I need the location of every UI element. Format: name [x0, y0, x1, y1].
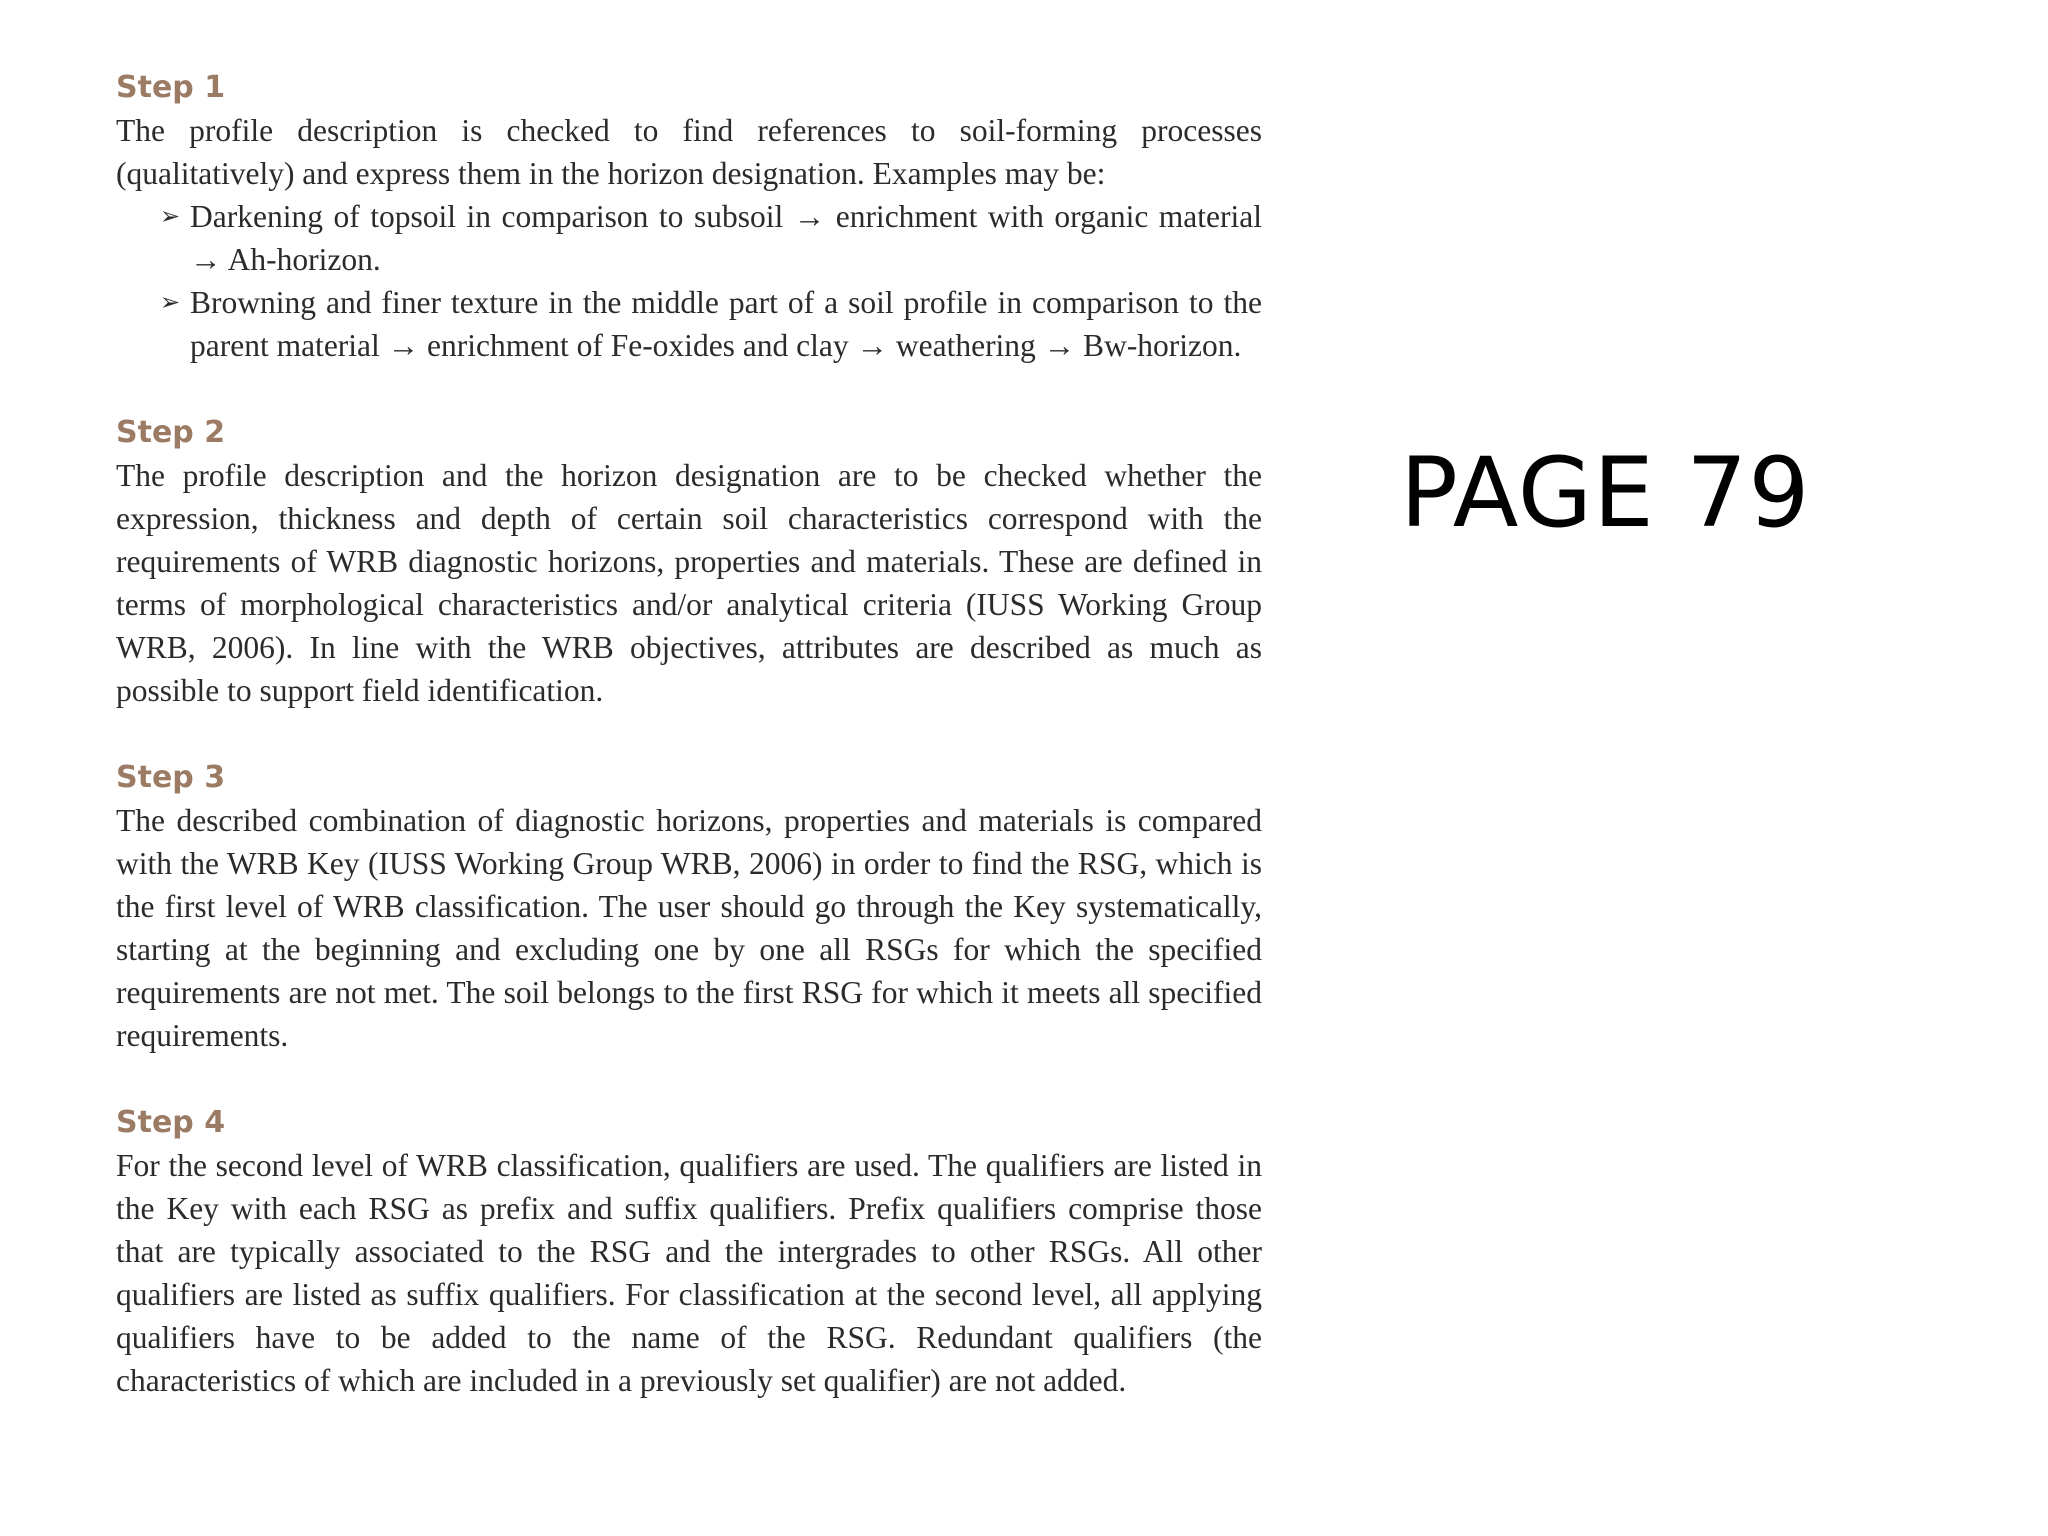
- step-4-paragraph: For the second level of WRB classification, qualifiers are used. The qualifiers are listed in the Key with each RSG as prefix and suffix qualifiers. Prefix qualifiers comprise those that are typically associated to the RSG and the intergrades to other RSGs. All other qualifiers are listed as suffix qualifiers. For classification at the second level, all applying qualifiers have to be added to the name of the RSG. Redundant qualifiers (the characteristics of which are included in a previously set qualifier) are not added.: [116, 1148, 1262, 1398]
- step-1-section: [116, 66, 1262, 367]
- arrowhead-bullet-icon: ➢: [160, 288, 181, 316]
- step-4-section: [116, 1101, 1262, 1402]
- step-3-heading: Step 3: [116, 760, 226, 795]
- bullet-text: Darkening of topsoil in comparison to subsoil → enrichment with organic material → Ah-horizon.: [190, 199, 1262, 277]
- step-2-heading: Step 2: [116, 415, 226, 450]
- list-item: [116, 195, 1262, 281]
- step-2-paragraph: The profile description and the horizon designation are to be checked whether the expression, thickness and depth of certain soil characteristics correspond with the requirements of WRB diagnostic horizons, properties and materials. These are defined in terms of morphological characteristics and/or analytical criteria (IUSS Working Group WRB, 2006). In line with the WRB objectives, attributes are described as much as possible to support field identification.: [116, 458, 1262, 708]
- step-4-heading: Step 4: [116, 1105, 226, 1140]
- list-item: [116, 281, 1262, 367]
- step-1-heading: Step 1: [116, 70, 226, 105]
- arrowhead-bullet-icon: ➢: [160, 202, 181, 230]
- step-1-paragraph: The profile description is checked to find references to soil-forming processes (qualitatively) and express them in the horizon designation. Examples may be:: [116, 113, 1262, 191]
- step-3-section: [116, 756, 1262, 1057]
- page-number-label: PAGE 79: [1400, 437, 1811, 549]
- bullet-text: Browning and finer texture in the middle part of a soil profile in comparison to the parent material → enrichment of Fe-oxides and clay → weathering → Bw-horizon.: [190, 285, 1262, 363]
- step-1-bullet-list: [116, 195, 1262, 367]
- document-body: [116, 66, 1262, 1446]
- step-2-section: [116, 411, 1262, 712]
- step-3-paragraph: The described combination of diagnostic horizons, properties and materials is compared with the WRB Key (IUSS Working Group WRB, 2006) in order to find the RSG, which is the first level of WRB classification. The user should go through the Key systematically, starting at the beginning and excluding one by one all RSGs for which the specified requirements are not met. The soil belongs to the first RSG for which it meets all specified requirements.: [116, 803, 1262, 1053]
